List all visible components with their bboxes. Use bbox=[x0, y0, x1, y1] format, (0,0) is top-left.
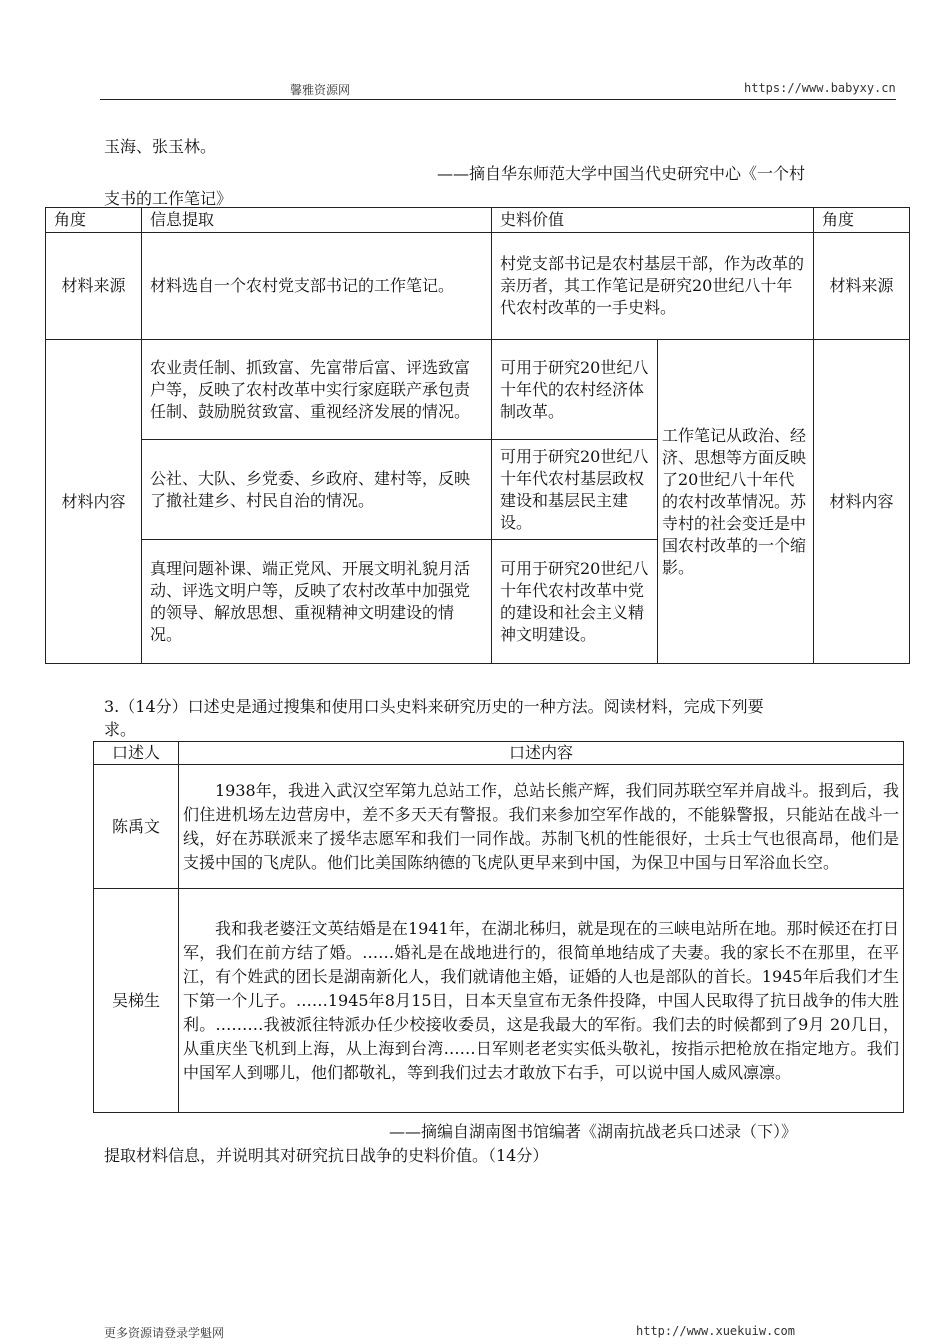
table-row bbox=[94, 889, 904, 1113]
narrator-name: 陈禹文 bbox=[94, 765, 179, 889]
value-cell: 可用于研究20世纪八十年代的农村经济体制改革。 bbox=[492, 340, 658, 440]
intro-line: 玉海、张玉林。 bbox=[104, 137, 217, 156]
table-header-row bbox=[94, 742, 904, 765]
summary-cell: 工作笔记从政治、经济、思想等方面反映了20世纪八十年代的农村改革情况。苏寺村的社会变迁是中国农村改革的一个缩影。 bbox=[658, 340, 814, 664]
info-cell: 真理问题补课、端正党风、开展文明礼貌月活动、评选文明户等，反映了农村改革中加强党的领导、解放思想、重视精神文明建设的情况。 bbox=[142, 540, 492, 664]
question-task: 提取材料信息，并说明其对研究抗日战争的史料价值。（14分） bbox=[104, 1146, 549, 1165]
header-cell-narrator: 口述人 bbox=[94, 742, 179, 765]
table-row bbox=[94, 765, 904, 889]
info-cell: 公社、大队、乡党委、乡政府、建村等，反映了撤社建乡、村民自治的情况。 bbox=[142, 440, 492, 540]
header-cell-info: 信息提取 bbox=[142, 208, 492, 233]
row-label-source-right: 材料来源 bbox=[814, 233, 910, 340]
oral-history-table bbox=[93, 741, 904, 1113]
intro-source-line1: ——摘自华东师范大学中国当代史研究中心《一个村 bbox=[437, 164, 806, 183]
info-cell: 农业责任制、抓致富、先富带后富、评选致富户等，反映了农村改革中实行家庭联产承包责任制、鼓励脱贫致富、重视经济发展的情况。 bbox=[142, 340, 492, 440]
value-cell: 村党支部书记是农村基层干部，作为改革的亲历者，其工作笔记是研究20世纪八十年代农村改革的一手史料。 bbox=[492, 233, 814, 340]
table-header-row bbox=[46, 208, 910, 233]
header-site-name: 馨雅资源网 bbox=[290, 83, 351, 97]
oral-history-source: ——摘编自湖南图书馆编著《湖南抗战老兵口述录（下）》 bbox=[389, 1122, 798, 1141]
header-cell-content: 口述内容 bbox=[179, 742, 904, 765]
row-label-content: 材料内容 bbox=[46, 340, 142, 664]
value-cell: 可用于研究20世纪八十年代农村改革中党的建设和社会主义精神文明建设。 bbox=[492, 540, 658, 664]
footer-text: 更多资源请登录学魁网 bbox=[104, 1326, 225, 1340]
row-label-source: 材料来源 bbox=[46, 233, 142, 340]
table-row-source bbox=[46, 233, 910, 340]
value-cell: 可用于研究20世纪八十年代农村基层政权建设和基层民主建设。 bbox=[492, 440, 658, 540]
question-prompt-line1: 3.（14分）口述史是通过搜集和使用口头史料来研究历史的一种方法。阅读材料，完成下列要 bbox=[104, 697, 764, 716]
table-row-content bbox=[46, 340, 910, 440]
question-prompt-line2: 求。 bbox=[104, 720, 137, 739]
header-url[interactable]: https://www.babyxy.cn bbox=[744, 81, 896, 95]
narration-text: 1938年，我进入武汉空军第九总站工作，总站长熊产辉，我们同苏联空军并肩战斗。报到后，我们住进机场左边营房中，差不多天天有警报。我们来参加空军作战的，不能躲警报，只能站在战斗一线，好在苏联派来了援华志愿军和我们一同作战。苏制飞机的性能很好，士兵士气也很高昂，他们是支援中国的飞虎队。他们比美国陈纳德的飞虎队更早来到中国，为保卫中国与日军浴血长空。 bbox=[179, 765, 904, 889]
narrator-name: 吴梯生 bbox=[94, 889, 179, 1113]
header-cell-value: 史料价值 bbox=[492, 208, 814, 233]
analysis-table bbox=[45, 207, 910, 664]
header-cell-angle-right: 角度 bbox=[814, 208, 910, 233]
row-label-content-right: 材料内容 bbox=[814, 340, 910, 664]
intro-source-line2: 支书的工作笔记》 bbox=[104, 189, 233, 208]
header-cell-angle: 角度 bbox=[46, 208, 142, 233]
info-cell: 材料选自一个农村党支部书记的工作笔记。 bbox=[142, 233, 492, 340]
footer-url[interactable]: http://www.xuekuiw.com bbox=[636, 1324, 795, 1338]
header-divider bbox=[100, 99, 896, 100]
narration-text: 我和我老婆汪文英结婚是在1941年，在湖北秭归，就是现在的三峡电站所在地。那时候还在打日军，我们在前方结了婚。……婚礼是在战地进行的，很简单地结成了夫妻。我的家长不在那里，在平江，有个姓武的团长是湖南新化人，我们就请他主婚，证婚的人也是部队的首长。1945年后我们才生下第一个儿子。……1945年8月15日，日本天皇宣布无条件投降，中国人民取得了抗日战争的伟大胜利。………我被派往特派办任少校接收委员，这是我最大的军衔。我们去的时候都到了9月 20几日，从重庆坐飞机到上海，从上海到台湾……日军则老老实实低头敬礼，按指示把枪放在指定地方。我们中国军人到哪儿，他们都敬礼，等到我们过去才敢放下右手，可以说中国人威风凛凛。 bbox=[179, 889, 904, 1113]
